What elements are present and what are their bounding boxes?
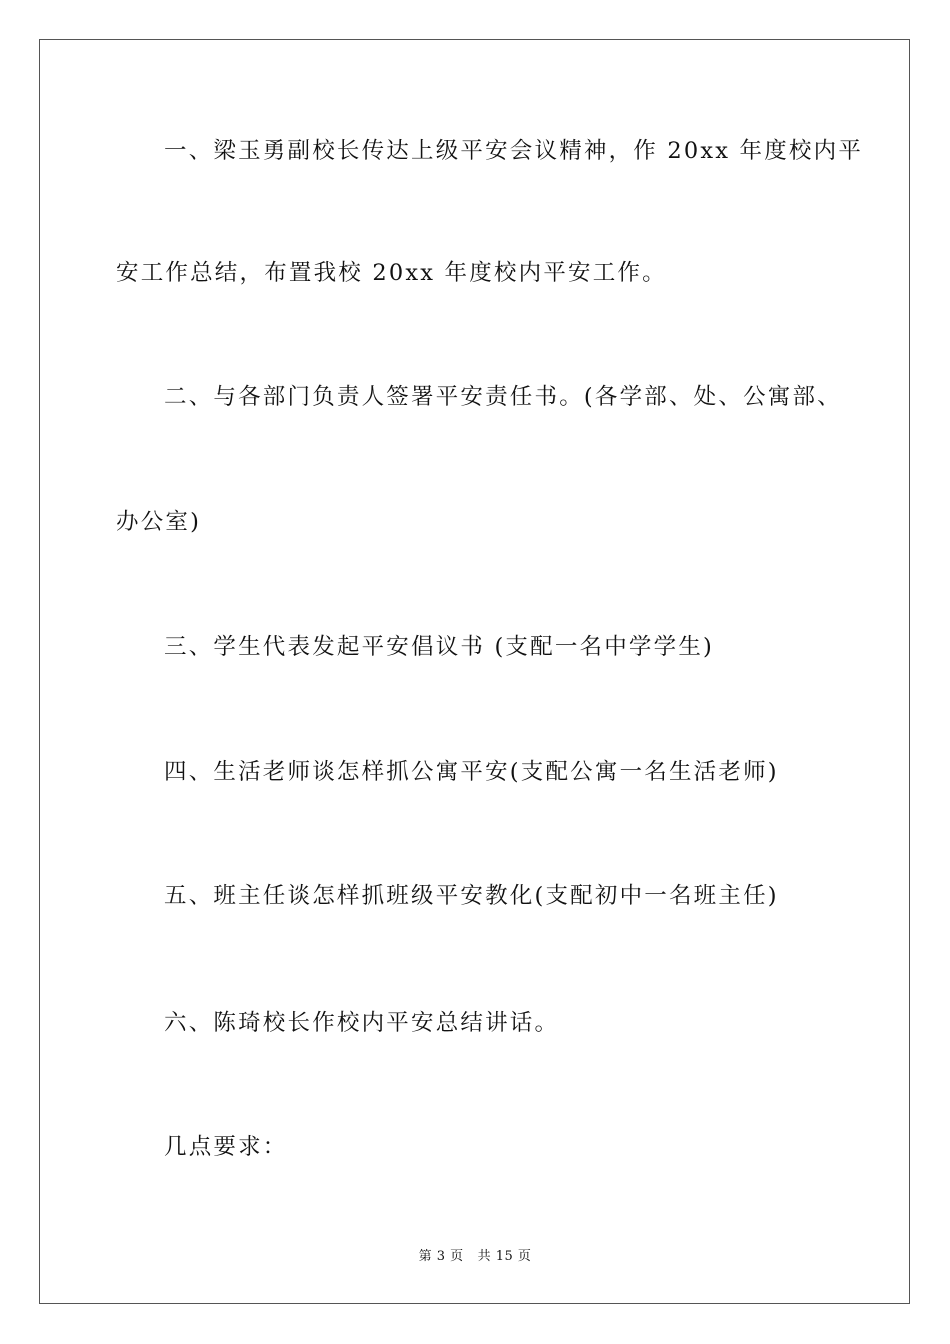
page-border — [39, 39, 910, 1304]
page-number-total: 共 15 页 — [477, 1249, 532, 1264]
page-footer — [0, 1245, 950, 1264]
paragraph-6: 六、陈琦校长作校内平安总结讲话。 — [164, 1010, 560, 1036]
paragraph-5: 五、班主任谈怎样抓班级平安教化(支配初中一名班主任) — [164, 883, 779, 909]
paragraph-1-line-1: 一、梁玉勇副校长传达上级平安会议精神，作 20xx 年度校内平 — [164, 138, 864, 164]
paragraph-1-line-2: 安工作总结，布置我校 20xx 年度校内平安工作。 — [116, 260, 667, 286]
paragraph-2-line-2: 办公室) — [116, 509, 202, 535]
paragraph-4: 四、生活老师谈怎样抓公寓平安(支配公寓一名生活老师) — [164, 759, 779, 785]
paragraph-2-line-1: 二、与各部门负责人签署平安责任书。(各学部、处、公寓部、 — [164, 384, 842, 410]
paragraph-7: 几点要求： — [164, 1134, 288, 1160]
paragraph-3: 三、学生代表发起平安倡议书 (支配一名中学学生) — [164, 634, 715, 660]
page-number-current: 第 3 页 — [418, 1249, 464, 1264]
